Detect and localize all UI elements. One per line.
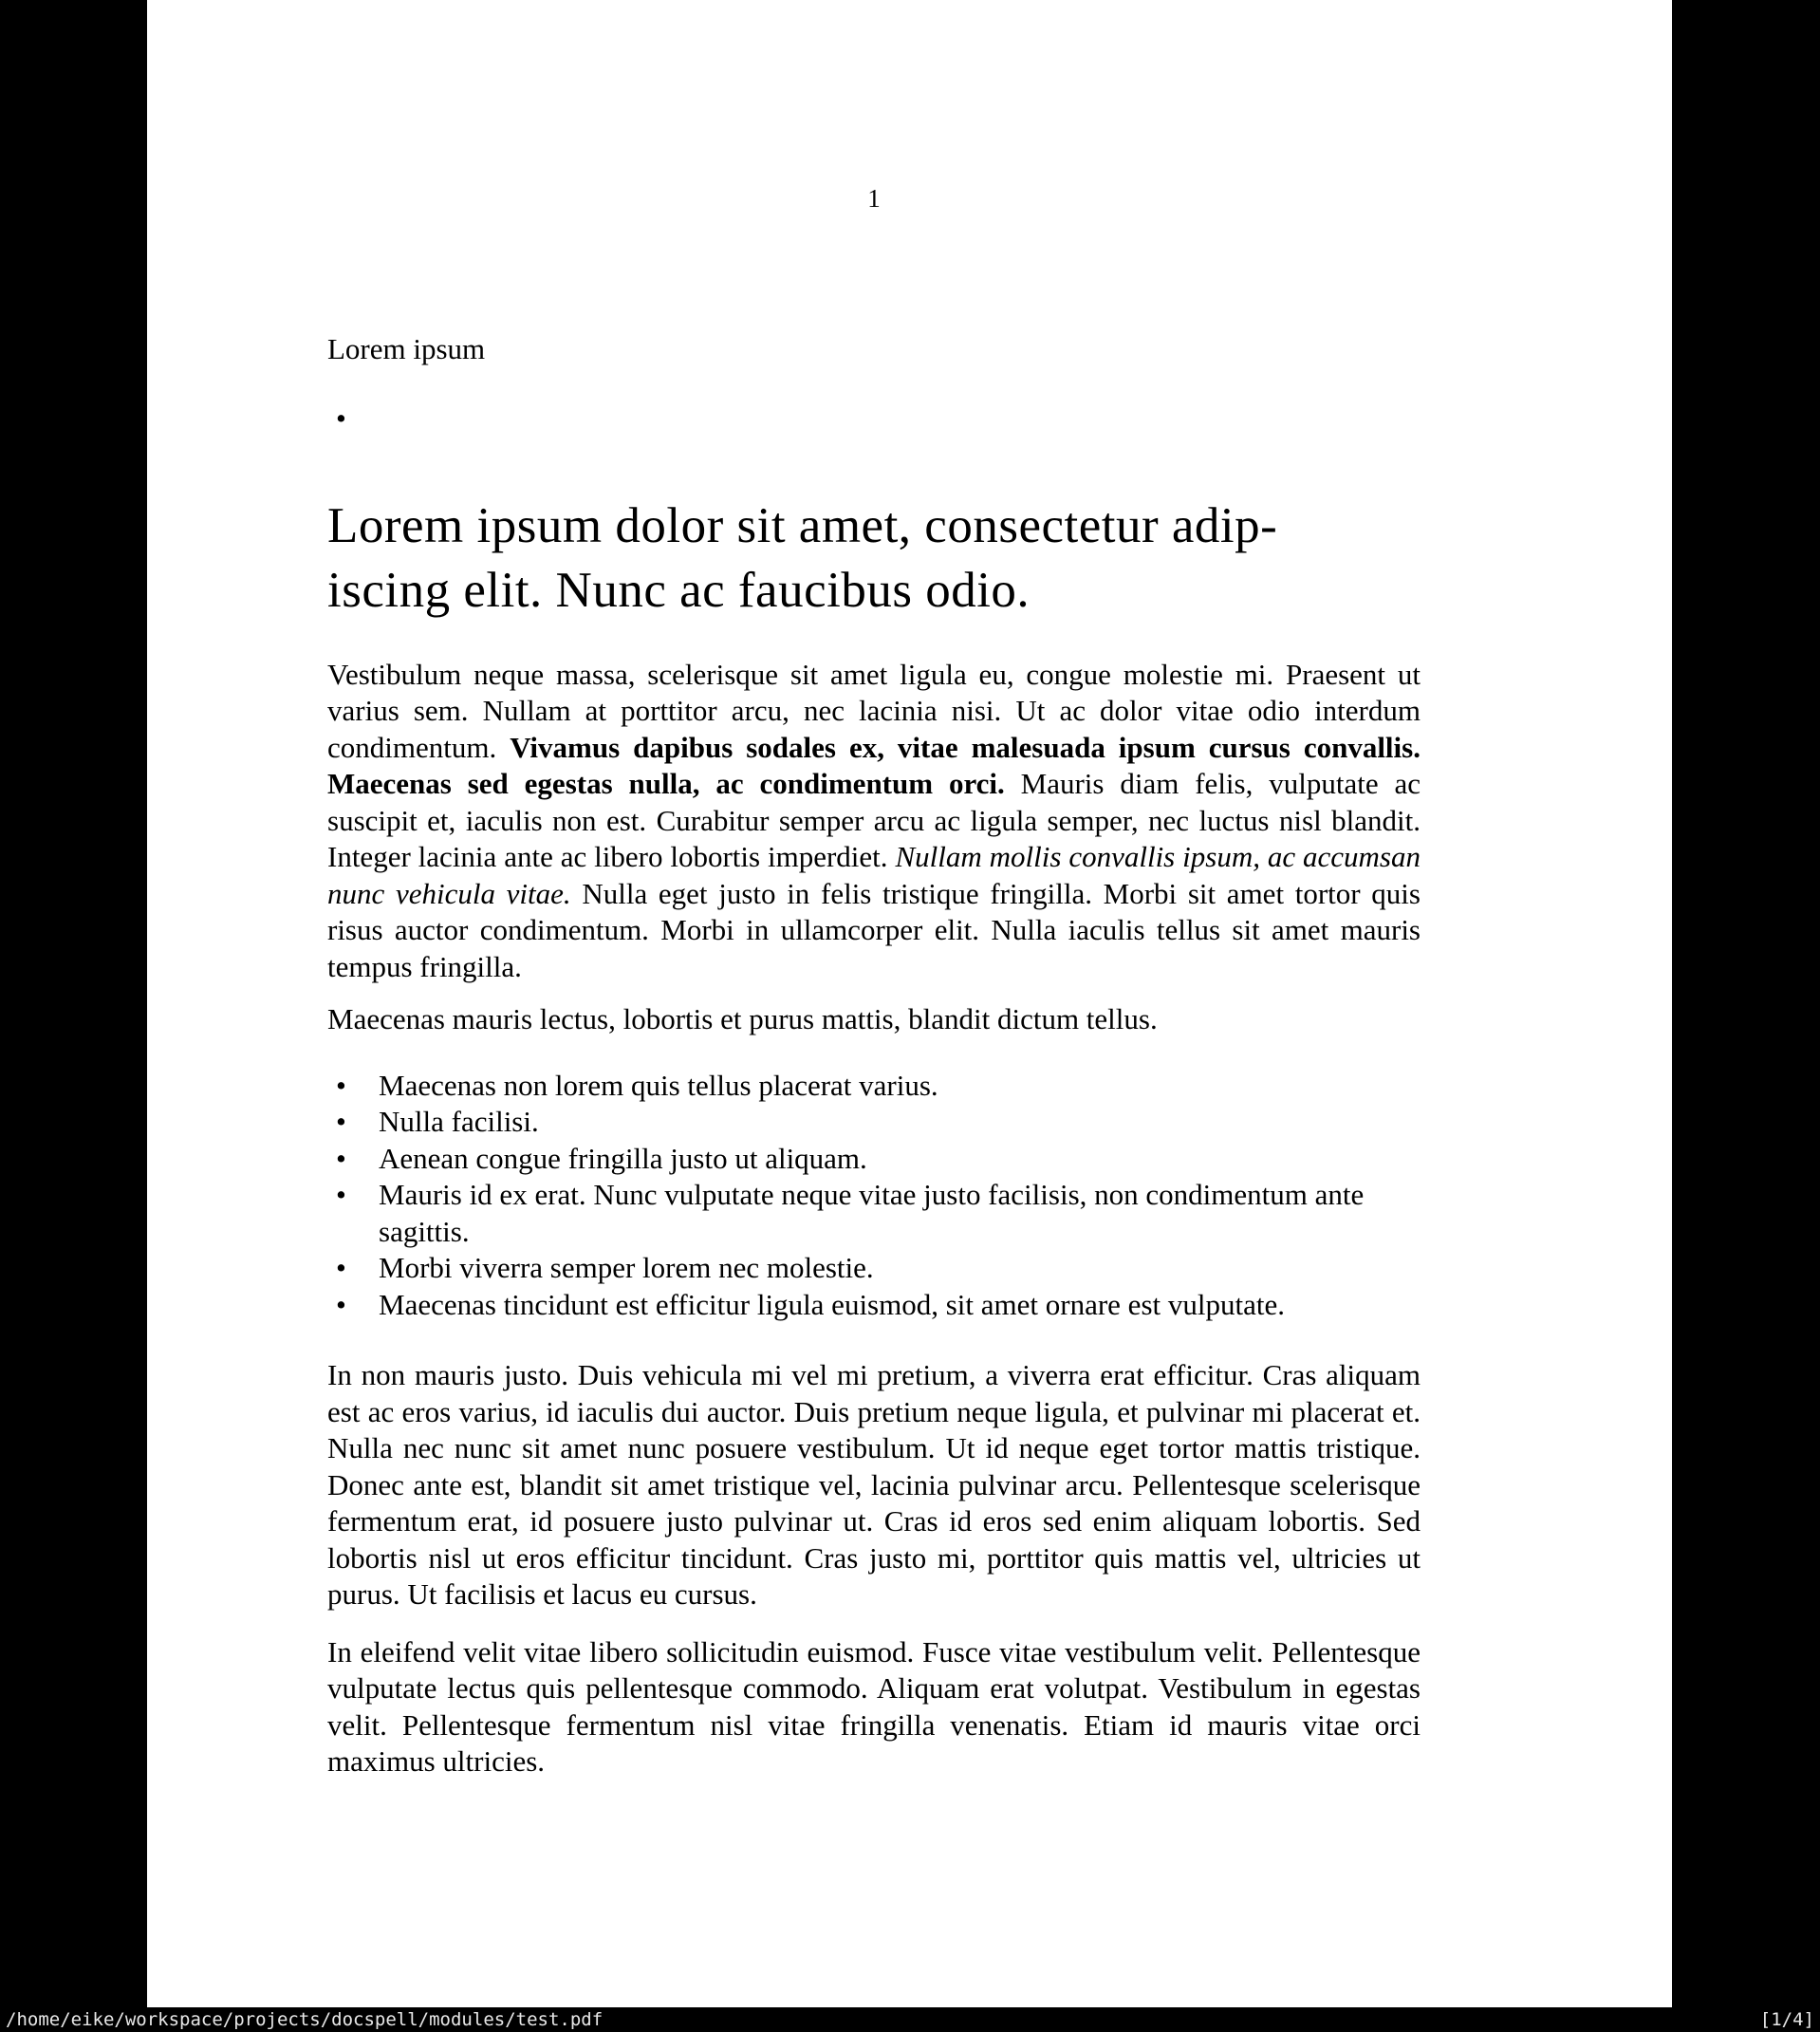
text-segment-normal: Nulla eget justo in felis tristique fringilla. Morbi sit amet tortor quis risus auctor condimentum. Morbi in ullamcorper elit. Nulla iaculis tellus sit amet mauris tempus fringilla. bbox=[327, 876, 1421, 983]
text-segment-bold: Vivamus dapibus sodales ex, vitae malesuada ipsum cursus convallis. Maecenas sed egestas nulla, ac condimentum orci. bbox=[327, 730, 1421, 800]
list-item bbox=[327, 1287, 1421, 1324]
list-item bbox=[327, 1177, 1421, 1250]
empty-list-item bbox=[327, 401, 1421, 438]
section-heading bbox=[327, 494, 1421, 623]
bullet-icon: • bbox=[336, 1251, 346, 1284]
list-item bbox=[327, 1250, 1421, 1287]
paragraph-2: Maecenas mauris lectus, lobortis et purus mattis, blandit dictum tellus. bbox=[327, 1002, 1158, 1035]
text-segment-normal: Mauris diam felis, vulputate ac suscipit et, iaculis non est. Curabitur semper arcu ac ligula semper, nec luctus nisl blandit. Integer lacinia ante ac libero lobortis imperdiet. bbox=[327, 767, 1421, 873]
section-heading-line2: iscing elit. Nunc ac faucibus odio. bbox=[327, 562, 1031, 618]
list-item bbox=[327, 1068, 1421, 1105]
list-item-text: Nulla facilisi. bbox=[379, 1105, 539, 1138]
page-number: 1 bbox=[867, 184, 881, 213]
paragraph-4: In eleifend velit vitae libero sollicitudin euismod. Fusce vitae vestibulum velit. Pellentesque vulputate lectus quis pellentesque commodo. Aliquam erat volutpat. Vestibulum in egestas velit. Pellentesque fermentum nisl vitae fringilla venenatis. Etiam id mauris vitae orci maximus ultricies. bbox=[327, 1634, 1421, 1778]
statusbar bbox=[0, 2007, 1820, 2032]
statusbar-page-indicator: [1/4] bbox=[1759, 2009, 1814, 2030]
text-segment-italic: Nullam mollis convallis ipsum, ac accumsan nunc vehicula vitae. bbox=[327, 840, 1421, 910]
list-item bbox=[327, 1104, 1421, 1141]
bullet-icon: • bbox=[336, 1178, 346, 1211]
section-heading-line1: Lorem ipsum dolor sit amet, consectetur adip- bbox=[327, 497, 1278, 553]
pdf-page-view[interactable] bbox=[147, 0, 1672, 2009]
page-content bbox=[327, 0, 1421, 1780]
list-item-text: Mauris id ex erat. Nunc vulputate neque vitae justo facilisis, non condimentum ante sagittis. bbox=[379, 1178, 1365, 1248]
statusbar-file-path: /home/eike/workspace/projects/docspell/modules/test.pdf bbox=[6, 2009, 604, 2030]
list-item-text: Aenean congue fringilla justo ut aliquam. bbox=[379, 1141, 867, 1175]
list-item-text: Maecenas non lorem quis tellus placerat varius. bbox=[379, 1068, 938, 1102]
list-item bbox=[327, 1141, 1421, 1178]
list-item-text: Morbi viverra semper lorem nec molestie. bbox=[379, 1251, 874, 1284]
bullet-icon: • bbox=[336, 1105, 346, 1138]
paragraph-3: In non mauris justo. Duis vehicula mi vel mi pretium, a viverra erat efficitur. Cras aliquam est ac eros varius, id iaculis dui auctor. Duis pretium neque ligula, et pulvinar mi placerat et. Nulla nec nunc sit amet nunc posuere vestibulum. Ut id neque eget tortor mattis tristique. Donec ante est, blandit sit amet tristique vel, lacinia pulvinar arcu. Pellentesque scelerisque fermentum erat, id posuere justo pulvinar ut. Cras id eros sed enim aliquam lobortis. Sed lobortis nisl ut eros efficitur tincidunt. Cras justo mi, porttitor quis mattis vel, ultricies ut purus. Ut facilisis et lacus eu cursus. bbox=[327, 1358, 1421, 1611]
bullet-icon: • bbox=[336, 1068, 346, 1102]
paragraph-1 bbox=[327, 657, 1421, 986]
bullet-icon: • bbox=[336, 401, 346, 435]
bullet-icon: • bbox=[336, 1287, 346, 1321]
text-segment-normal: Vestibulum neque massa, scelerisque sit amet ligula eu, congue molestie mi. Praesent ut varius sem. Nullam at porttitor arcu, nec lacinia nisi. Ut ac dolor vitae odio interdum condimentum. bbox=[327, 657, 1421, 764]
header-note-text: Lorem ipsum bbox=[327, 332, 486, 365]
list-item-text: Maecenas tincidunt est efficitur ligula euismod, sit amet ornare est vulputate. bbox=[379, 1287, 1285, 1321]
bullet-list bbox=[327, 1068, 1421, 1324]
bullet-icon: • bbox=[336, 1141, 346, 1175]
